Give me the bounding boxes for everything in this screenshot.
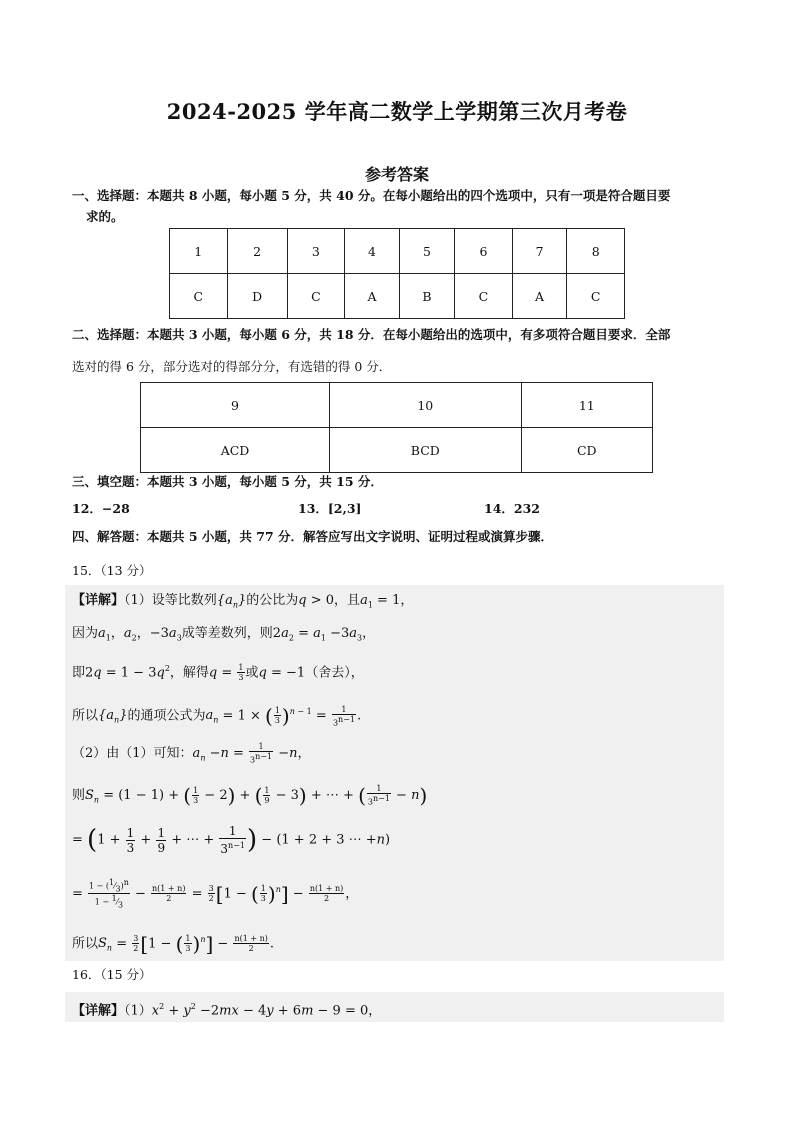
section4-heading: 四、解答题：本题共 5 小题，共 77 分．解答应写出文字说明、证明过程或演算步骤．	[72, 529, 554, 544]
table-cell: CD	[521, 428, 652, 473]
q15-line-9: 所以$S_n$ = $\frac{3}{2}$ [1 − ( $\frac{1}{3}$ )$^n$] − $\frac{n(1 + n)}{2}$ .	[72, 931, 275, 956]
answer-key-heading: 参考答案	[364, 165, 429, 184]
table-cell: A	[345, 274, 400, 319]
q15-line-8: = $\frac{1 - (^1⁄_3)^n}{1 - ^1⁄_3}$ − $\frac{n(1 + n)}{2}$ = $\frac{3}{2}$ [1 − ( $\frac{1}{3}$ )$^n$] − $\frac{n(1 + n)}{2}$ ，	[72, 878, 359, 910]
section1-heading: 一、选择题：本题共 8 小题，每小题 5 分，共 40 分。在每小题给出的四个选项中，只有一项是符合题目要	[72, 188, 671, 203]
table-cell: 1	[170, 229, 228, 274]
section2-heading: 二、选择题：本题共 3 小题，每小题 6 分，共 18 分．在每小题给出的选项中，有多项符合题目要求．全部	[72, 327, 671, 342]
table-cell: 11	[521, 383, 652, 428]
table-cell: C	[567, 274, 625, 319]
q15-line-4: 所以$\{a_n\}$的通项公式为$a_n = 1$ × ( $\frac{1}{3}$ )$^{n - 1}$ = $\frac{1}{3^{n-1}}$ .	[72, 703, 362, 728]
section3-heading: 三、填空题：本题共 3 小题，每小题 5 分，共 15 分．	[72, 474, 383, 489]
q15-line-3: 即$2q = 1 - 3q^2$，解得q = $\frac{1}{3}$ 或q = −1（舍去），	[72, 663, 364, 683]
section2-heading-cont: 选对的得 6 分，部分选对的得部分分，有选错的得 0 分．	[72, 359, 392, 374]
q15-line-6: 则$S_n = (1 - 1)$ + ( $\frac{1}{3}$ − 2) + ( $\frac{1}{9}$ − 3) + ⋯ + ( $\frac{1}{3^{n-1}}$ − n)	[72, 783, 428, 808]
section1-heading-cont: 求的。	[86, 209, 124, 224]
page-title: 2024-2025 学年高二数学上学期第三次月考卷	[166, 99, 628, 124]
table-cell: 9	[141, 383, 330, 428]
solution-tag: 【详解】	[72, 593, 125, 608]
solution-tag: 【详解】	[72, 1003, 125, 1019]
q15-header: 15．（13 分）	[72, 563, 152, 578]
table-cell: B	[399, 274, 454, 319]
q15-line-7: = (1 + $\frac{1}{3}$ + $\frac{1}{9}$ + ⋯ + $\frac{1}{3^{n-1}}$ ) − (1 + 2 + 3 ⋯ +n)	[72, 824, 391, 856]
table-cell: C	[170, 274, 228, 319]
table-row	[170, 274, 625, 319]
table-cell: 2	[227, 229, 287, 274]
q15-line-2: 因为$a_1$，$a_2$，$-3a_3$成等差数列，则$2a_2 = a_1 -3a_3$，	[72, 626, 376, 643]
table-cell: 8	[567, 229, 625, 274]
q16-header: 16．（15 分）	[72, 967, 152, 982]
q15-line-5: （2）由（1）可知：$a_n -n$ = $\frac{1}{3^{n-1}}$ −n，	[72, 742, 311, 765]
answer-14: 14．232	[484, 501, 540, 516]
table-cell: C	[287, 274, 345, 319]
table-row	[141, 383, 653, 428]
table-cell: 7	[512, 229, 567, 274]
table-cell: D	[227, 274, 287, 319]
table-cell: C	[455, 274, 513, 319]
table-row	[170, 229, 625, 274]
table-cell: 4	[345, 229, 400, 274]
table-row	[141, 428, 653, 473]
table-cell: A	[512, 274, 567, 319]
answer-13: 13．[2,3]	[298, 501, 362, 516]
table-cell: 3	[287, 229, 345, 274]
q15-line-1: 【详解】（1）设等比数列$\{a_n\}$的公比为q > 0，且$a_1 = 1$，	[72, 593, 414, 610]
answer-table-2	[140, 382, 653, 473]
q16-line-1: 【详解】$(1)x^2 + y^2 -2mx - 4y + 6m - 9 = 0$，	[72, 1002, 382, 1019]
table-cell: BCD	[330, 428, 522, 473]
answer-12: 12．−28	[72, 501, 130, 516]
answer-table-1	[169, 228, 625, 319]
table-cell: ACD	[141, 428, 330, 473]
table-cell: 6	[455, 229, 513, 274]
table-cell: 5	[399, 229, 454, 274]
table-cell: 10	[330, 383, 522, 428]
